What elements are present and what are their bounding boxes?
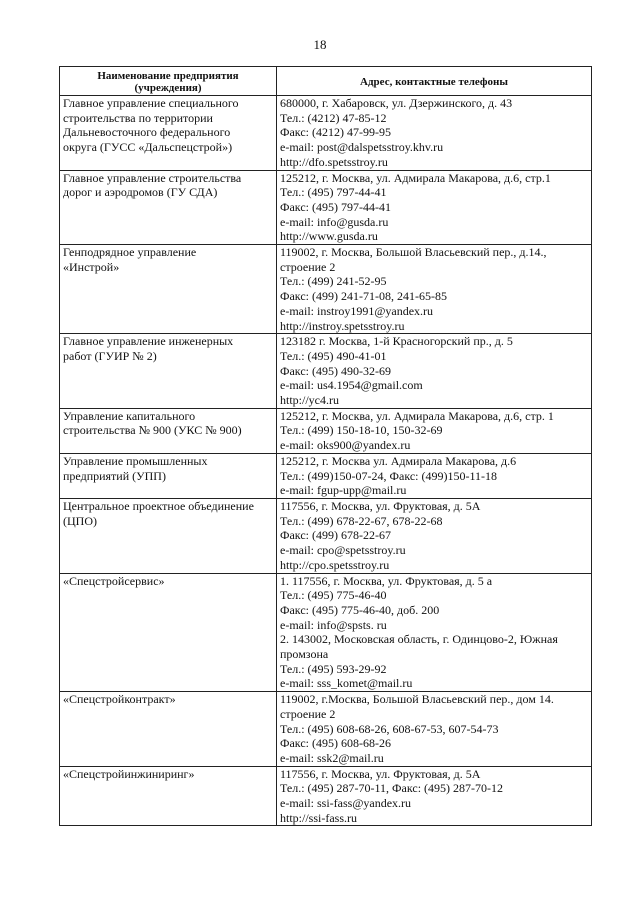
table-header-row [60, 67, 592, 96]
organization-name-cell [60, 170, 277, 245]
organization-name-cell [60, 498, 277, 573]
contact-detail-line: 117556, г. Москва, ул. Фруктовая, д. 5А [280, 498, 481, 513]
organization-name-line: (ЦПО) [63, 513, 97, 528]
contact-detail-line: e-mail: ssk2@mail.ru [280, 750, 384, 765]
table-row [60, 692, 592, 767]
organization-name-cell [60, 453, 277, 498]
organization-name-line: дорог и аэродромов (ГУ СДА) [63, 185, 218, 200]
page-number: 18 [313, 37, 327, 52]
contact-detail-line: Тел.: (499) 150-18-10, 150-32-69 [280, 423, 443, 438]
table-row [60, 766, 592, 826]
contact-detail-line: Тел.: (495) 608-68-26, 608-67-53, 607-54-73 [280, 721, 499, 736]
table-row [60, 408, 592, 453]
contact-details-cell [277, 453, 592, 498]
contact-detail-line: Тел.: (495) 797-44-41 [280, 185, 387, 200]
contact-detail-line: Факс: (495) 608-68-26 [280, 736, 391, 751]
contact-detail-line: Тел.: (4212) 47-85-12 [280, 110, 387, 125]
contact-detail-line: e-mail: us4.1954@gmail.com [280, 378, 423, 393]
organization-name-cell [60, 245, 277, 334]
contact-detail-line: Факс: (495) 490-32-69 [280, 363, 391, 378]
contact-detail-line: Тел.: (495) 287-70-11, Факс: (495) 287-70-12 [280, 781, 504, 796]
organization-name-line: работ (ГУИР № 2) [63, 348, 157, 363]
table-row [60, 573, 592, 692]
contact-detail-line: промзона [280, 647, 329, 662]
contact-detail-line: 1. 117556, г. Москва, ул. Фруктовая, д. 5 а [280, 573, 493, 588]
table-row [60, 334, 592, 409]
organization-name-cell [60, 766, 277, 826]
table-row [60, 170, 592, 245]
organization-name-line: строительства № 900 (УКС № 900) [63, 423, 242, 438]
contact-detail-line: 2. 143002, Московская область, г. Одинцово-2, Южная [280, 632, 558, 647]
contact-detail-line: 119002, г. Москва, Большой Власьевский пер., д.14., [280, 245, 547, 260]
contact-detail-line: Тел.: (499) 241-52-95 [280, 274, 387, 289]
table-row [60, 96, 592, 171]
contact-detail-line: Тел.: (495) 593-29-92 [280, 661, 387, 676]
contact-detail-line: e-mail: ssi-fass@yandex.ru [280, 796, 412, 811]
organization-name-line: Главное управление строительства [63, 170, 242, 185]
contact-details-cell [277, 334, 592, 409]
organizations-table [59, 66, 592, 826]
contact-detail-line: 125212, г. Москва ул. Адмирала Макарова, д.6 [280, 453, 517, 468]
contact-details-cell [277, 170, 592, 245]
contact-detail-line: Факс: (495) 797-44-41 [280, 199, 391, 214]
contact-detail-line: http://ssi-fass.ru [280, 810, 357, 825]
contact-details-cell [277, 692, 592, 767]
contact-detail-line: Факс: (4212) 47-99-95 [280, 125, 391, 140]
contact-details-cell [277, 766, 592, 826]
contact-detail-line: Факс: (499) 241-71-08, 241-65-85 [280, 289, 447, 304]
contact-detail-line: e-mail: instroy1991@yandex.ru [280, 303, 434, 318]
header-address-contacts [277, 67, 592, 96]
table-row [60, 498, 592, 573]
contact-detail-line: http://yc4.ru [280, 393, 339, 408]
contact-detail-line: Тел.: (495) 490-41-01 [280, 348, 387, 363]
table-row [60, 245, 592, 334]
header-label: Наименование предприятия (учреждения) [97, 70, 239, 94]
organization-name-line: «Спецстройсервис» [63, 573, 165, 588]
organization-name-line: «Инстрой» [63, 259, 120, 274]
contact-detail-line: e-mail: fgup-upp@mail.ru [280, 483, 407, 498]
table-row [60, 453, 592, 498]
organization-name-line: Управление промышленных [63, 453, 208, 468]
contact-details-cell [277, 498, 592, 573]
header-organization-name [60, 67, 277, 96]
organization-name-cell [60, 692, 277, 767]
contact-detail-line: e-mail: post@dalspetsstroy.khv.ru [280, 140, 444, 155]
contact-details-cell [277, 96, 592, 171]
organization-name-line: Центральное проектное объединение [63, 498, 254, 513]
organization-name-line: строительства по территории [63, 110, 213, 125]
contact-details-cell [277, 573, 592, 692]
contact-detail-line: строение 2 [280, 706, 336, 721]
contact-detail-line: http://instroy.spetsstroy.ru [280, 318, 405, 333]
contact-detail-line: Тел.: (499) 678-22-67, 678-22-68 [280, 513, 443, 528]
contact-detail-line: e-mail: info@spsts. ru [280, 617, 387, 632]
contact-detail-line: e-mail: info@gusda.ru [280, 214, 389, 229]
organization-name-cell [60, 96, 277, 171]
organization-name-cell [60, 334, 277, 409]
contact-detail-line: 123182 г. Москва, 1-й Красногорский пр., д. 5 [280, 334, 513, 349]
organization-name-line: Главное управление инженерных [63, 334, 234, 349]
contact-detail-line: 680000, г. Хабаровск, ул. Дзержинского, д. 43 [280, 96, 513, 110]
header-label: Адрес, контактные телефоны [360, 76, 508, 88]
organization-name-cell [60, 408, 277, 453]
organization-name-line: предприятий (УПП) [63, 468, 166, 483]
contact-detail-line: http://dfo.spetsstroy.ru [280, 154, 388, 169]
contact-detail-line: 125212, г. Москва, ул. Адмирала Макарова, д.6, стр.1 [280, 170, 551, 185]
contact-detail-line: 119002, г.Москва, Большой Власьевский пер., дом 14. [280, 692, 554, 707]
contact-detail-line: e-mail: sss_komet@mail.ru [280, 676, 413, 691]
contact-details-cell [277, 408, 592, 453]
contact-detail-line: Тел.: (495) 775-46-40 [280, 588, 387, 603]
contact-detail-line: http://cpo.spetsstroy.ru [280, 557, 390, 572]
contact-detail-line: строение 2 [280, 259, 336, 274]
contact-detail-line: e-mail: cpo@spetsstroy.ru [280, 543, 406, 558]
organization-name-line: «Спецстройконтракт» [63, 692, 176, 707]
contact-details-cell [277, 245, 592, 334]
contact-detail-line: Факс: (499) 678-22-67 [280, 528, 391, 543]
organization-name-cell [60, 573, 277, 692]
contact-detail-line: 125212, г. Москва, ул. Адмирала Макарова, д.6, стр. 1 [280, 408, 554, 423]
organization-name-line: Генподрядное управление [63, 245, 197, 260]
contact-detail-line: Факс: (495) 775-46-40, доб. 200 [280, 602, 440, 617]
contact-detail-line: Тел.: (499)150-07-24, Факс: (499)150-11-18 [280, 468, 498, 483]
contact-detail-line: e-mail: oks900@yandex.ru [280, 438, 411, 453]
organization-name-line: Дальневосточного федерального [63, 125, 231, 140]
contact-detail-line: http://www.gusda.ru [280, 229, 378, 244]
table-body [60, 96, 592, 826]
organization-name-line: «Спецстройинжиниринг» [63, 766, 195, 781]
organization-name-line: округа (ГУСС «Дальспецстрой») [63, 140, 233, 155]
organization-name-line: Главное управление специального [63, 96, 239, 110]
contact-detail-line: 117556, г. Москва, ул. Фруктовая, д. 5А [280, 766, 481, 781]
organization-name-line: Управление капитального [63, 408, 196, 423]
